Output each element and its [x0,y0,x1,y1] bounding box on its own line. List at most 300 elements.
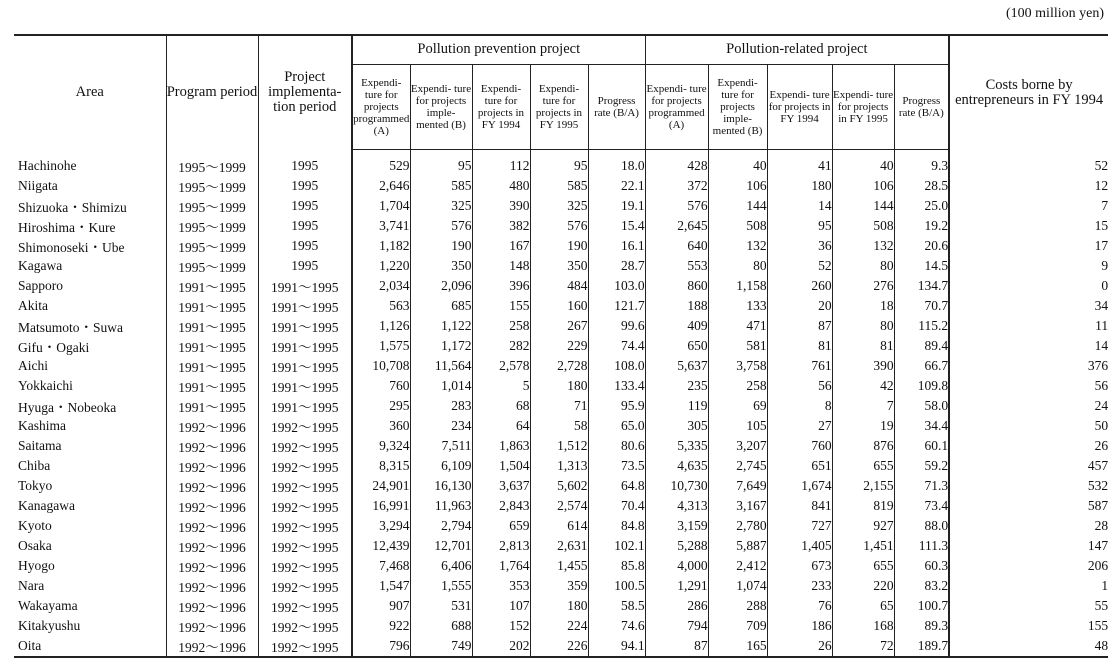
table-cell-prevention-progress: 99.6 [588,316,645,336]
table-cell-prevention-progress: 102.1 [588,536,645,556]
table-cell-prevention-progress: 58.5 [588,596,645,616]
table-cell-prevention-implemented: 11,963 [410,496,472,516]
table-cell-related-fy1994: 841 [767,496,832,516]
table-cell-prevention-fy1994: 2,843 [472,496,530,516]
table-cell-related-fy1994: 26 [767,636,832,657]
table-cell-prevention-fy1995: 325 [530,196,588,216]
table-cell-prevention-programmed: 1,220 [352,256,410,276]
table-cell-area: Hachinohe [18,157,77,173]
table-cell-related-progress: 28.5 [894,176,949,196]
table-cell-related-progress: 111.3 [894,536,949,556]
table-cell-implementation-period: 1992～1995 [258,436,352,456]
table-cell-prevention-progress: 84.8 [588,516,645,536]
table-cell-costs-borne: 147 [949,536,1108,556]
table-cell-related-programmed: 650 [645,336,708,356]
header-costs-borne: Costs borne by entrepreneurs in FY 1994 [949,35,1108,150]
table-cell-related-implemented: 106 [708,176,767,196]
table-cell-implementation-period: 1991～1995 [258,396,352,416]
header-related-group: Pollution-related project [645,35,949,65]
table-cell-program-period: 1992～1996 [166,476,258,496]
table-cell-related-programmed: 235 [645,376,708,396]
table-cell-costs-borne: 7 [949,196,1108,216]
table-cell-implementation-period: 1991～1995 [258,356,352,376]
table-cell-related-implemented: 288 [708,596,767,616]
table-cell-prevention-implemented: 685 [410,296,472,316]
table-cell-prevention-progress: 16.1 [588,236,645,256]
table-cell-related-fy1994: 673 [767,556,832,576]
table-row [14,216,1108,236]
table-cell-prevention-fy1994: 3,637 [472,476,530,496]
table-cell-related-fy1994: 95 [767,216,832,236]
table-cell-related-fy1994: 186 [767,616,832,636]
table-cell-prevention-fy1995: 585 [530,176,588,196]
table-cell-prevention-fy1994: 390 [472,196,530,216]
table-cell-prevention-programmed: 8,315 [352,456,410,476]
table-cell-area: Yokkaichi [18,377,73,393]
table-cell-program-period: 1995～1999 [166,256,258,276]
table-cell-prevention-implemented: 2,794 [410,516,472,536]
table-cell-related-implemented: 471 [708,316,767,336]
table-cell-related-implemented: 80 [708,256,767,276]
table-cell-related-progress: 89.3 [894,616,949,636]
table-cell-related-fy1995: 508 [832,216,894,236]
table-cell-prevention-implemented: 6,109 [410,456,472,476]
table-cell-costs-borne: 206 [949,556,1108,576]
table-cell-implementation-period: 1991～1995 [258,276,352,296]
table-cell-related-fy1994: 1,674 [767,476,832,496]
table-cell-related-programmed: 4,635 [645,456,708,476]
table-cell-prevention-fy1995: 58 [530,416,588,436]
table-cell-prevention-implemented: 95 [410,150,472,176]
table-cell-related-fy1994: 81 [767,336,832,356]
header-prevention-fy1995: Expendi- ture for projects in FY 1995 [530,65,588,150]
table-cell-related-progress: 71.3 [894,476,949,496]
table-cell-implementation-period: 1995 [258,236,352,256]
table-cell-program-period: 1992～1996 [166,556,258,576]
table-cell-related-progress: 66.7 [894,356,949,376]
table-cell-prevention-fy1994: 148 [472,256,530,276]
table-cell-prevention-programmed: 907 [352,596,410,616]
table-cell-area: Hyogo [18,557,55,573]
table-cell-prevention-progress: 133.4 [588,376,645,396]
table-cell-related-implemented: 2,780 [708,516,767,536]
table-cell-prevention-progress: 28.7 [588,256,645,276]
header-related-progress: Progress rate (B/A) [894,65,949,150]
table-cell-related-fy1995: 80 [832,316,894,336]
table-cell-related-fy1995: 144 [832,196,894,216]
table-cell-related-programmed: 286 [645,596,708,616]
header-prevention-fy1994: Expendi- ture for projects in FY 1994 [472,65,530,150]
table-cell-prevention-fy1995: 1,313 [530,456,588,476]
table-cell-prevention-fy1995: 1,455 [530,556,588,576]
table-cell-prevention-implemented: 1,172 [410,336,472,356]
table-cell-prevention-fy1994: 382 [472,216,530,236]
table-cell-prevention-progress: 103.0 [588,276,645,296]
table-cell-prevention-progress: 22.1 [588,176,645,196]
table-cell-related-fy1994: 20 [767,296,832,316]
table-cell-related-programmed: 2,645 [645,216,708,236]
table-row [14,556,1108,576]
table-cell-related-fy1994: 761 [767,356,832,376]
table-cell-prevention-programmed: 2,034 [352,276,410,296]
table-cell-implementation-period: 1992～1995 [258,576,352,596]
table-cell-related-fy1994: 180 [767,176,832,196]
table-cell-prevention-programmed: 12,439 [352,536,410,556]
table-cell-related-progress: 189.7 [894,636,949,657]
table-cell-program-period: 1992～1996 [166,596,258,616]
table-cell-prevention-progress: 70.4 [588,496,645,516]
table-cell-costs-borne: 48 [949,636,1108,657]
table-cell-prevention-implemented: 283 [410,396,472,416]
table-cell-area: Niigata [18,177,58,193]
table-cell-prevention-implemented: 325 [410,196,472,216]
table-row [14,396,1108,416]
table-cell-related-programmed: 87 [645,636,708,657]
table-cell-related-progress: 60.1 [894,436,949,456]
table-cell-program-period: 1995～1999 [166,216,258,236]
table-cell-prevention-fy1994: 1,764 [472,556,530,576]
table-cell-implementation-period: 1992～1995 [258,596,352,616]
table-cell-program-period: 1991～1995 [166,376,258,396]
table-cell-prevention-implemented: 7,511 [410,436,472,456]
table-cell-prevention-fy1994: 2,813 [472,536,530,556]
table-cell-implementation-period: 1992～1995 [258,516,352,536]
table-cell-prevention-fy1995: 190 [530,236,588,256]
table-cell-prevention-fy1995: 614 [530,516,588,536]
header-related-fy1995: Expendi- ture for projects in FY 1995 [832,65,894,150]
table-cell-implementation-period: 1995 [258,196,352,216]
table-cell-related-implemented: 132 [708,236,767,256]
table-cell-prevention-programmed: 3,294 [352,516,410,536]
table-cell-prevention-fy1994: 167 [472,236,530,256]
table-cell-related-fy1995: 819 [832,496,894,516]
table-cell-prevention-fy1994: 353 [472,576,530,596]
table-cell-costs-borne: 52 [949,150,1108,176]
table-cell-related-fy1995: 390 [832,356,894,376]
table-cell-prevention-programmed: 3,741 [352,216,410,236]
table-cell-program-period: 1992～1996 [166,496,258,516]
table-row [14,276,1108,296]
table-cell-prevention-implemented: 2,096 [410,276,472,296]
table-cell-costs-borne: 11 [949,316,1108,336]
table-cell-prevention-progress: 19.1 [588,196,645,216]
table-cell-related-fy1995: 80 [832,256,894,276]
table-cell-prevention-fy1995: 5,602 [530,476,588,496]
table-cell-related-fy1995: 876 [832,436,894,456]
table-cell-related-progress: 14.5 [894,256,949,276]
table-cell-prevention-programmed: 563 [352,296,410,316]
table-cell-prevention-progress: 15.4 [588,216,645,236]
table-cell-prevention-fy1994: 1,504 [472,456,530,476]
table-cell-related-fy1995: 1,451 [832,536,894,556]
table-cell-prevention-implemented: 11,564 [410,356,472,376]
table-cell-costs-borne: 50 [949,416,1108,436]
table-cell-program-period: 1992～1996 [166,576,258,596]
table-cell-prevention-fy1994: 112 [472,150,530,176]
table-cell-costs-borne: 155 [949,616,1108,636]
table-cell-prevention-fy1994: 396 [472,276,530,296]
table-cell-related-progress: 109.8 [894,376,949,396]
table-cell-related-fy1995: 72 [832,636,894,657]
table-cell-prevention-fy1995: 180 [530,596,588,616]
table-cell-prevention-implemented: 531 [410,596,472,616]
table-cell-prevention-fy1994: 68 [472,396,530,416]
table-cell-related-fy1995: 655 [832,456,894,476]
table-cell-related-implemented: 105 [708,416,767,436]
table-cell-related-progress: 59.2 [894,456,949,476]
table-cell-prevention-programmed: 2,646 [352,176,410,196]
table-cell-implementation-period: 1992～1995 [258,496,352,516]
table-cell-related-implemented: 2,745 [708,456,767,476]
table-cell-related-progress: 19.2 [894,216,949,236]
header-related-programmed: Expendi- ture for projects programmed (A) [645,65,708,150]
table-cell-program-period: 1992～1996 [166,436,258,456]
table-cell-costs-borne: 24 [949,396,1108,416]
table-row [14,516,1108,536]
table-cell-prevention-programmed: 295 [352,396,410,416]
table-cell-related-fy1995: 7 [832,396,894,416]
table-cell-implementation-period: 1991～1995 [258,376,352,396]
table-cell-prevention-programmed: 1,547 [352,576,410,596]
table-cell-prevention-implemented: 12,701 [410,536,472,556]
table-cell-prevention-fy1995: 484 [530,276,588,296]
table-cell-program-period: 1991～1995 [166,316,258,336]
table-row [14,236,1108,256]
table-cell-implementation-period: 1995 [258,176,352,196]
table-cell-prevention-progress: 18.0 [588,150,645,176]
table-row [14,296,1108,316]
table-cell-prevention-fy1994: 107 [472,596,530,616]
table-cell-prevention-fy1995: 160 [530,296,588,316]
table-cell-prevention-fy1995: 229 [530,336,588,356]
table-cell-prevention-implemented: 234 [410,416,472,436]
table-cell-prevention-fy1995: 576 [530,216,588,236]
table-cell-program-period: 1995～1999 [166,176,258,196]
table-cell-prevention-progress: 80.6 [588,436,645,456]
table-cell-related-programmed: 553 [645,256,708,276]
table-cell-prevention-fy1994: 155 [472,296,530,316]
table-cell-related-implemented: 7,649 [708,476,767,496]
table-cell-area: Hyuga・Nobeoka [18,399,117,415]
table-row [14,536,1108,556]
table-cell-prevention-progress: 73.5 [588,456,645,476]
table-row [14,150,1108,176]
table-cell-related-progress: 88.0 [894,516,949,536]
table-cell-costs-borne: 376 [949,356,1108,376]
header-implementation-period: Project implementa- tion period [258,35,352,150]
table-cell-prevention-implemented: 350 [410,256,472,276]
table-row [14,576,1108,596]
table-cell-area: Aichi [18,357,48,373]
table-cell-prevention-programmed: 24,901 [352,476,410,496]
table-cell-related-fy1994: 41 [767,150,832,176]
table-cell-related-fy1994: 727 [767,516,832,536]
table-cell-related-fy1995: 18 [832,296,894,316]
table-cell-area: Kitakyushu [18,617,81,633]
table-cell-related-implemented: 3,207 [708,436,767,456]
table-cell-implementation-period: 1992～1995 [258,616,352,636]
table-cell-prevention-fy1995: 359 [530,576,588,596]
table-cell-implementation-period: 1992～1995 [258,636,352,657]
table-cell-costs-borne: 28 [949,516,1108,536]
table-cell-prevention-fy1994: 1,863 [472,436,530,456]
table-cell-prevention-fy1995: 350 [530,256,588,276]
table-cell-related-programmed: 640 [645,236,708,256]
table-cell-related-fy1995: 42 [832,376,894,396]
table-cell-prevention-fy1994: 258 [472,316,530,336]
table-cell-costs-borne: 17 [949,236,1108,256]
header-prevention-progress: Progress rate (B/A) [588,65,645,150]
table-cell-implementation-period: 1992～1995 [258,476,352,496]
table-cell-related-fy1995: 168 [832,616,894,636]
table-cell-related-implemented: 133 [708,296,767,316]
table-cell-prevention-fy1994: 5 [472,376,530,396]
table-cell-related-implemented: 165 [708,636,767,657]
table-cell-related-programmed: 409 [645,316,708,336]
table-cell-prevention-progress: 95.9 [588,396,645,416]
table-row [14,316,1108,336]
table-cell-area: Tokyo [18,477,53,493]
header-related-fy1994: Expendi- ture for projects in FY 1994 [767,65,832,150]
table-row [14,496,1108,516]
table-cell-prevention-fy1995: 71 [530,396,588,416]
table-cell-costs-borne: 55 [949,596,1108,616]
table-cell-area: Kashima [18,417,66,433]
table-cell-related-implemented: 5,887 [708,536,767,556]
table-cell-prevention-fy1994: 480 [472,176,530,196]
header-prevention-group: Pollution prevention project [352,35,645,65]
table-cell-related-implemented: 508 [708,216,767,236]
table-cell-prevention-implemented: 749 [410,636,472,657]
table-cell-program-period: 1992～1996 [166,416,258,436]
table-cell-prevention-fy1995: 267 [530,316,588,336]
table-cell-related-implemented: 2,412 [708,556,767,576]
table-cell-related-programmed: 428 [645,150,708,176]
table-cell-related-fy1994: 233 [767,576,832,596]
table-cell-related-fy1995: 81 [832,336,894,356]
table-cell-implementation-period: 1995 [258,256,352,276]
table-cell-area: Shizuoka・Shimizu [18,199,127,215]
table-cell-prevention-fy1995: 180 [530,376,588,396]
table-cell-prevention-progress: 74.4 [588,336,645,356]
table-cell-prevention-implemented: 1,555 [410,576,472,596]
table-cell-prevention-programmed: 7,468 [352,556,410,576]
header-related-implemented: Expendi- ture for projects imple- mented (B) [708,65,767,150]
table-cell-costs-borne: 26 [949,436,1108,456]
table-cell-related-programmed: 10,730 [645,476,708,496]
table-cell-related-implemented: 144 [708,196,767,216]
table-cell-program-period: 1992～1996 [166,616,258,636]
table-cell-prevention-programmed: 1,182 [352,236,410,256]
table-cell-related-progress: 100.7 [894,596,949,616]
table-cell-related-programmed: 188 [645,296,708,316]
table-row [14,256,1108,276]
table-cell-area: Oita [18,637,42,653]
table-cell-related-progress: 89.4 [894,336,949,356]
table-cell-prevention-progress: 100.5 [588,576,645,596]
table-cell-area: Sapporo [18,277,63,293]
table-cell-related-programmed: 3,159 [645,516,708,536]
table-cell-prevention-fy1994: 659 [472,516,530,536]
table-cell-related-programmed: 4,313 [645,496,708,516]
table-cell-related-programmed: 794 [645,616,708,636]
table-cell-costs-borne: 1 [949,576,1108,596]
table-cell-area: Chiba [18,457,51,473]
table-cell-prevention-progress: 65.0 [588,416,645,436]
table-cell-prevention-progress: 94.1 [588,636,645,657]
table-cell-related-fy1994: 760 [767,436,832,456]
table-row [14,416,1108,436]
table-cell-prevention-implemented: 6,406 [410,556,472,576]
table-cell-related-progress: 60.3 [894,556,949,576]
table-cell-related-progress: 34.4 [894,416,949,436]
header-program-period: Program period [166,35,258,150]
table-cell-costs-borne: 14 [949,336,1108,356]
table-cell-related-fy1995: 65 [832,596,894,616]
table-cell-area: Akita [18,297,48,313]
table-cell-related-programmed: 5,288 [645,536,708,556]
table-cell-area: Kyoto [18,517,52,533]
table-cell-area: Saitama [18,437,62,453]
table-cell-prevention-fy1995: 226 [530,636,588,657]
table-cell-related-programmed: 119 [645,396,708,416]
table-cell-related-fy1994: 1,405 [767,536,832,556]
table-cell-related-fy1994: 14 [767,196,832,216]
table-cell-prevention-progress: 121.7 [588,296,645,316]
table-cell-area: Matsumoto・Suwa [18,319,124,335]
table-cell-related-progress: 70.7 [894,296,949,316]
table-cell-prevention-programmed: 1,575 [352,336,410,356]
table-cell-related-programmed: 1,291 [645,576,708,596]
table-cell-related-fy1995: 2,155 [832,476,894,496]
table-header [14,35,1108,150]
table-cell-related-fy1994: 8 [767,396,832,416]
table-cell-area: Gifu・Ogaki [18,339,90,355]
table-row [14,456,1108,476]
table-cell-related-fy1995: 19 [832,416,894,436]
table-cell-prevention-programmed: 922 [352,616,410,636]
table-row [14,476,1108,496]
table-cell-prevention-fy1995: 2,631 [530,536,588,556]
table-cell-implementation-period: 1992～1995 [258,536,352,556]
table-cell-prevention-implemented: 16,130 [410,476,472,496]
table-cell-costs-borne: 56 [949,376,1108,396]
table-cell-costs-borne: 34 [949,296,1108,316]
table-cell-related-fy1994: 87 [767,316,832,336]
table-cell-prevention-programmed: 529 [352,150,410,176]
table-cell-prevention-progress: 85.8 [588,556,645,576]
table-cell-related-fy1994: 27 [767,416,832,436]
table-cell-related-implemented: 709 [708,616,767,636]
table-cell-related-fy1995: 106 [832,176,894,196]
table-row [14,356,1108,376]
table-cell-prevention-fy1994: 152 [472,616,530,636]
table-cell-related-fy1995: 220 [832,576,894,596]
unit-label: (100 million yen) [1006,6,1104,21]
table-cell-prevention-programmed: 9,324 [352,436,410,456]
table-cell-program-period: 1991～1995 [166,296,258,316]
table-cell-related-programmed: 372 [645,176,708,196]
table-cell-related-fy1995: 40 [832,150,894,176]
table-row [14,616,1108,636]
table-cell-program-period: 1992～1996 [166,456,258,476]
header-prevention-implemented: Expendi- ture for projects imple- mented (B) [410,65,472,150]
table-cell-related-programmed: 5,637 [645,356,708,376]
table-row [14,596,1108,616]
header-prevention-programmed: Expendi- ture for projects programmed (A) [352,65,410,150]
table-cell-related-implemented: 3,758 [708,356,767,376]
table-cell-prevention-programmed: 360 [352,416,410,436]
